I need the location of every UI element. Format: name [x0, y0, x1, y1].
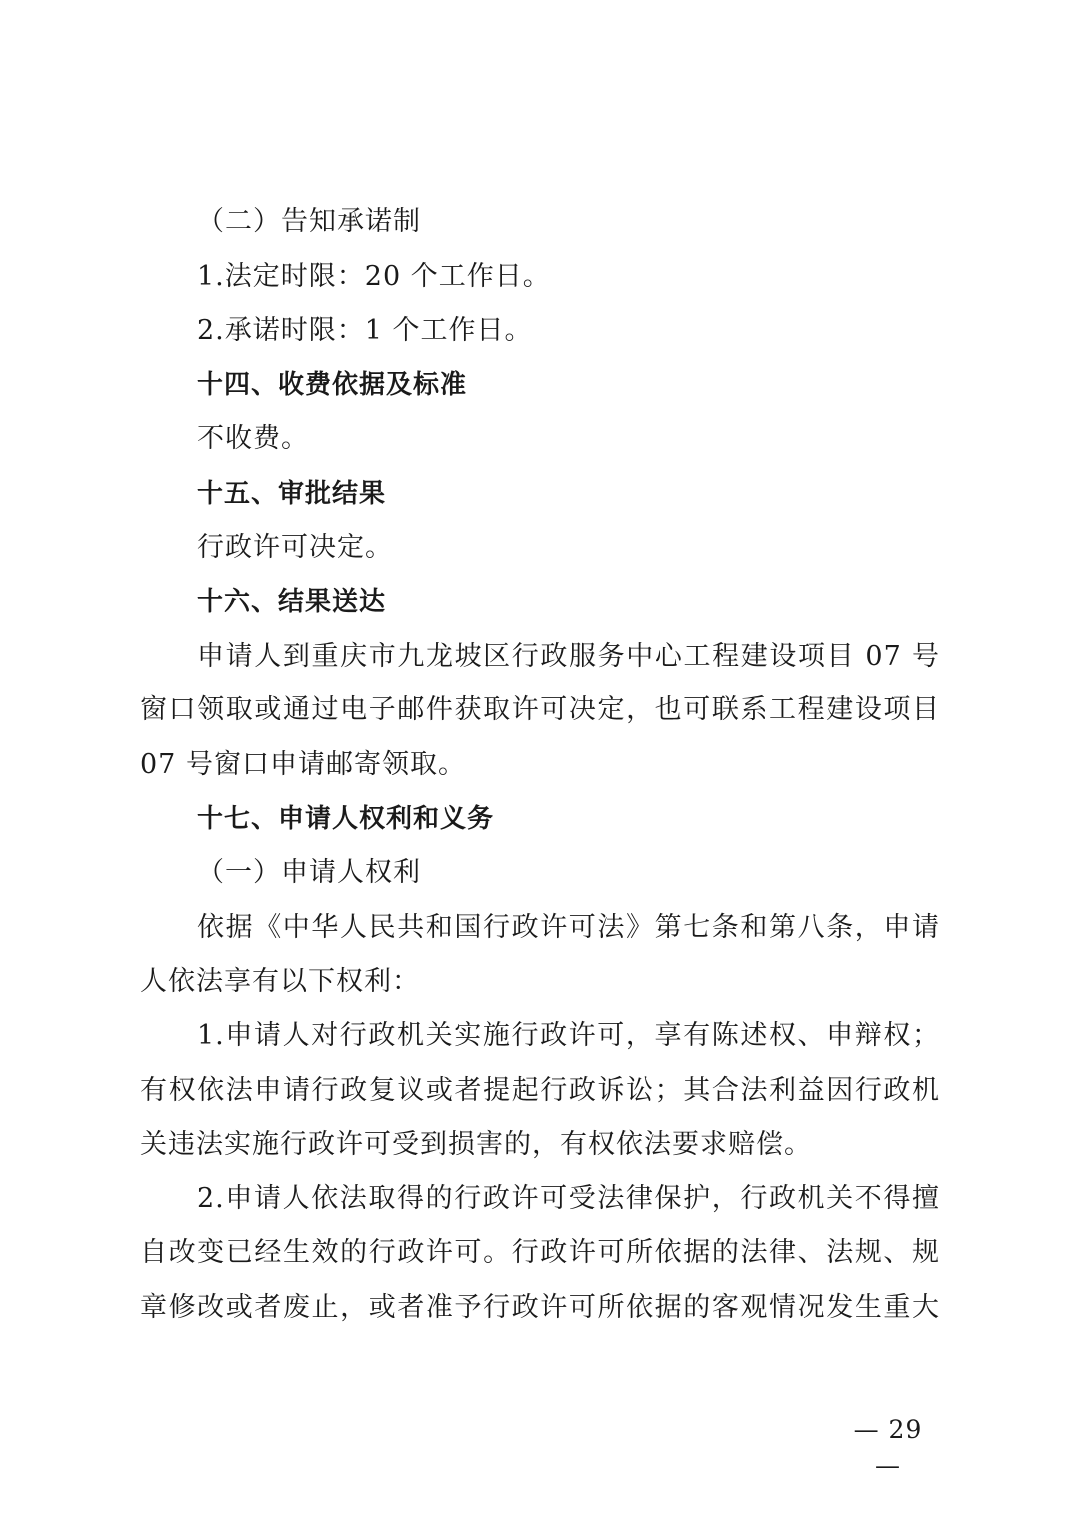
section-heading-17-rights-obligations: 十七、申请人权利和义务 [197, 804, 495, 834]
paragraph-statutory-time-limit: 1.法定时限：20 个工作日。 [197, 261, 551, 292]
paragraph-no-fee: 不收费。 [197, 423, 309, 454]
paragraph-right-2-line-2: 自改变已经生效的行政许可。行政许可所依据的法律、法规、规 [140, 1237, 940, 1268]
paragraph-delivery-line-2: 窗口领取或通过电子邮件获取许可决定，也可联系工程建设项目 [140, 694, 940, 725]
paragraph-committed-time-limit: 2.承诺时限：1 个工作日。 [197, 315, 533, 346]
section-heading-14-fees: 十四、收费依据及标准 [197, 370, 468, 400]
paragraph-right-1-line-3: 关违法实施行政许可受到损害的，有权依法要求赔偿。 [140, 1129, 812, 1160]
subsection-heading-applicant-rights: （一）申请人权利 [197, 857, 421, 888]
paragraph-right-1-line-1: 1.申请人对行政机关实施行政许可，享有陈述权、申辩权； [197, 1020, 940, 1051]
section-heading-15-result: 十五、审批结果 [197, 479, 387, 509]
paragraph-delivery-line-1: 申请人到重庆市九龙坡区行政服务中心工程建设项目 07 号 [197, 641, 940, 672]
paragraph-rights-intro-line-1: 依据《中华人民共和国行政许可法》第七条和第八条，申请 [197, 912, 940, 943]
page-number: — 29 — [853, 1415, 923, 1480]
subsection-heading-notification-commitment: （二）告知承诺制 [197, 206, 421, 237]
paragraph-right-2-line-3: 章修改或者废止，或者准予行政许可所依据的客观情况发生重大 [140, 1292, 940, 1323]
paragraph-result: 行政许可决定。 [197, 532, 393, 563]
section-heading-16-delivery: 十六、结果送达 [197, 587, 387, 617]
paragraph-right-2-line-1: 2.申请人依法取得的行政许可受法律保护，行政机关不得擅 [197, 1183, 940, 1214]
paragraph-delivery-line-3: 07 号窗口申请邮寄领取。 [140, 749, 466, 780]
paragraph-rights-intro-line-2: 人依法享有以下权利： [140, 966, 420, 997]
paragraph-right-1-line-2: 有权依法申请行政复议或者提起行政诉讼；其合法利益因行政机 [140, 1075, 940, 1106]
